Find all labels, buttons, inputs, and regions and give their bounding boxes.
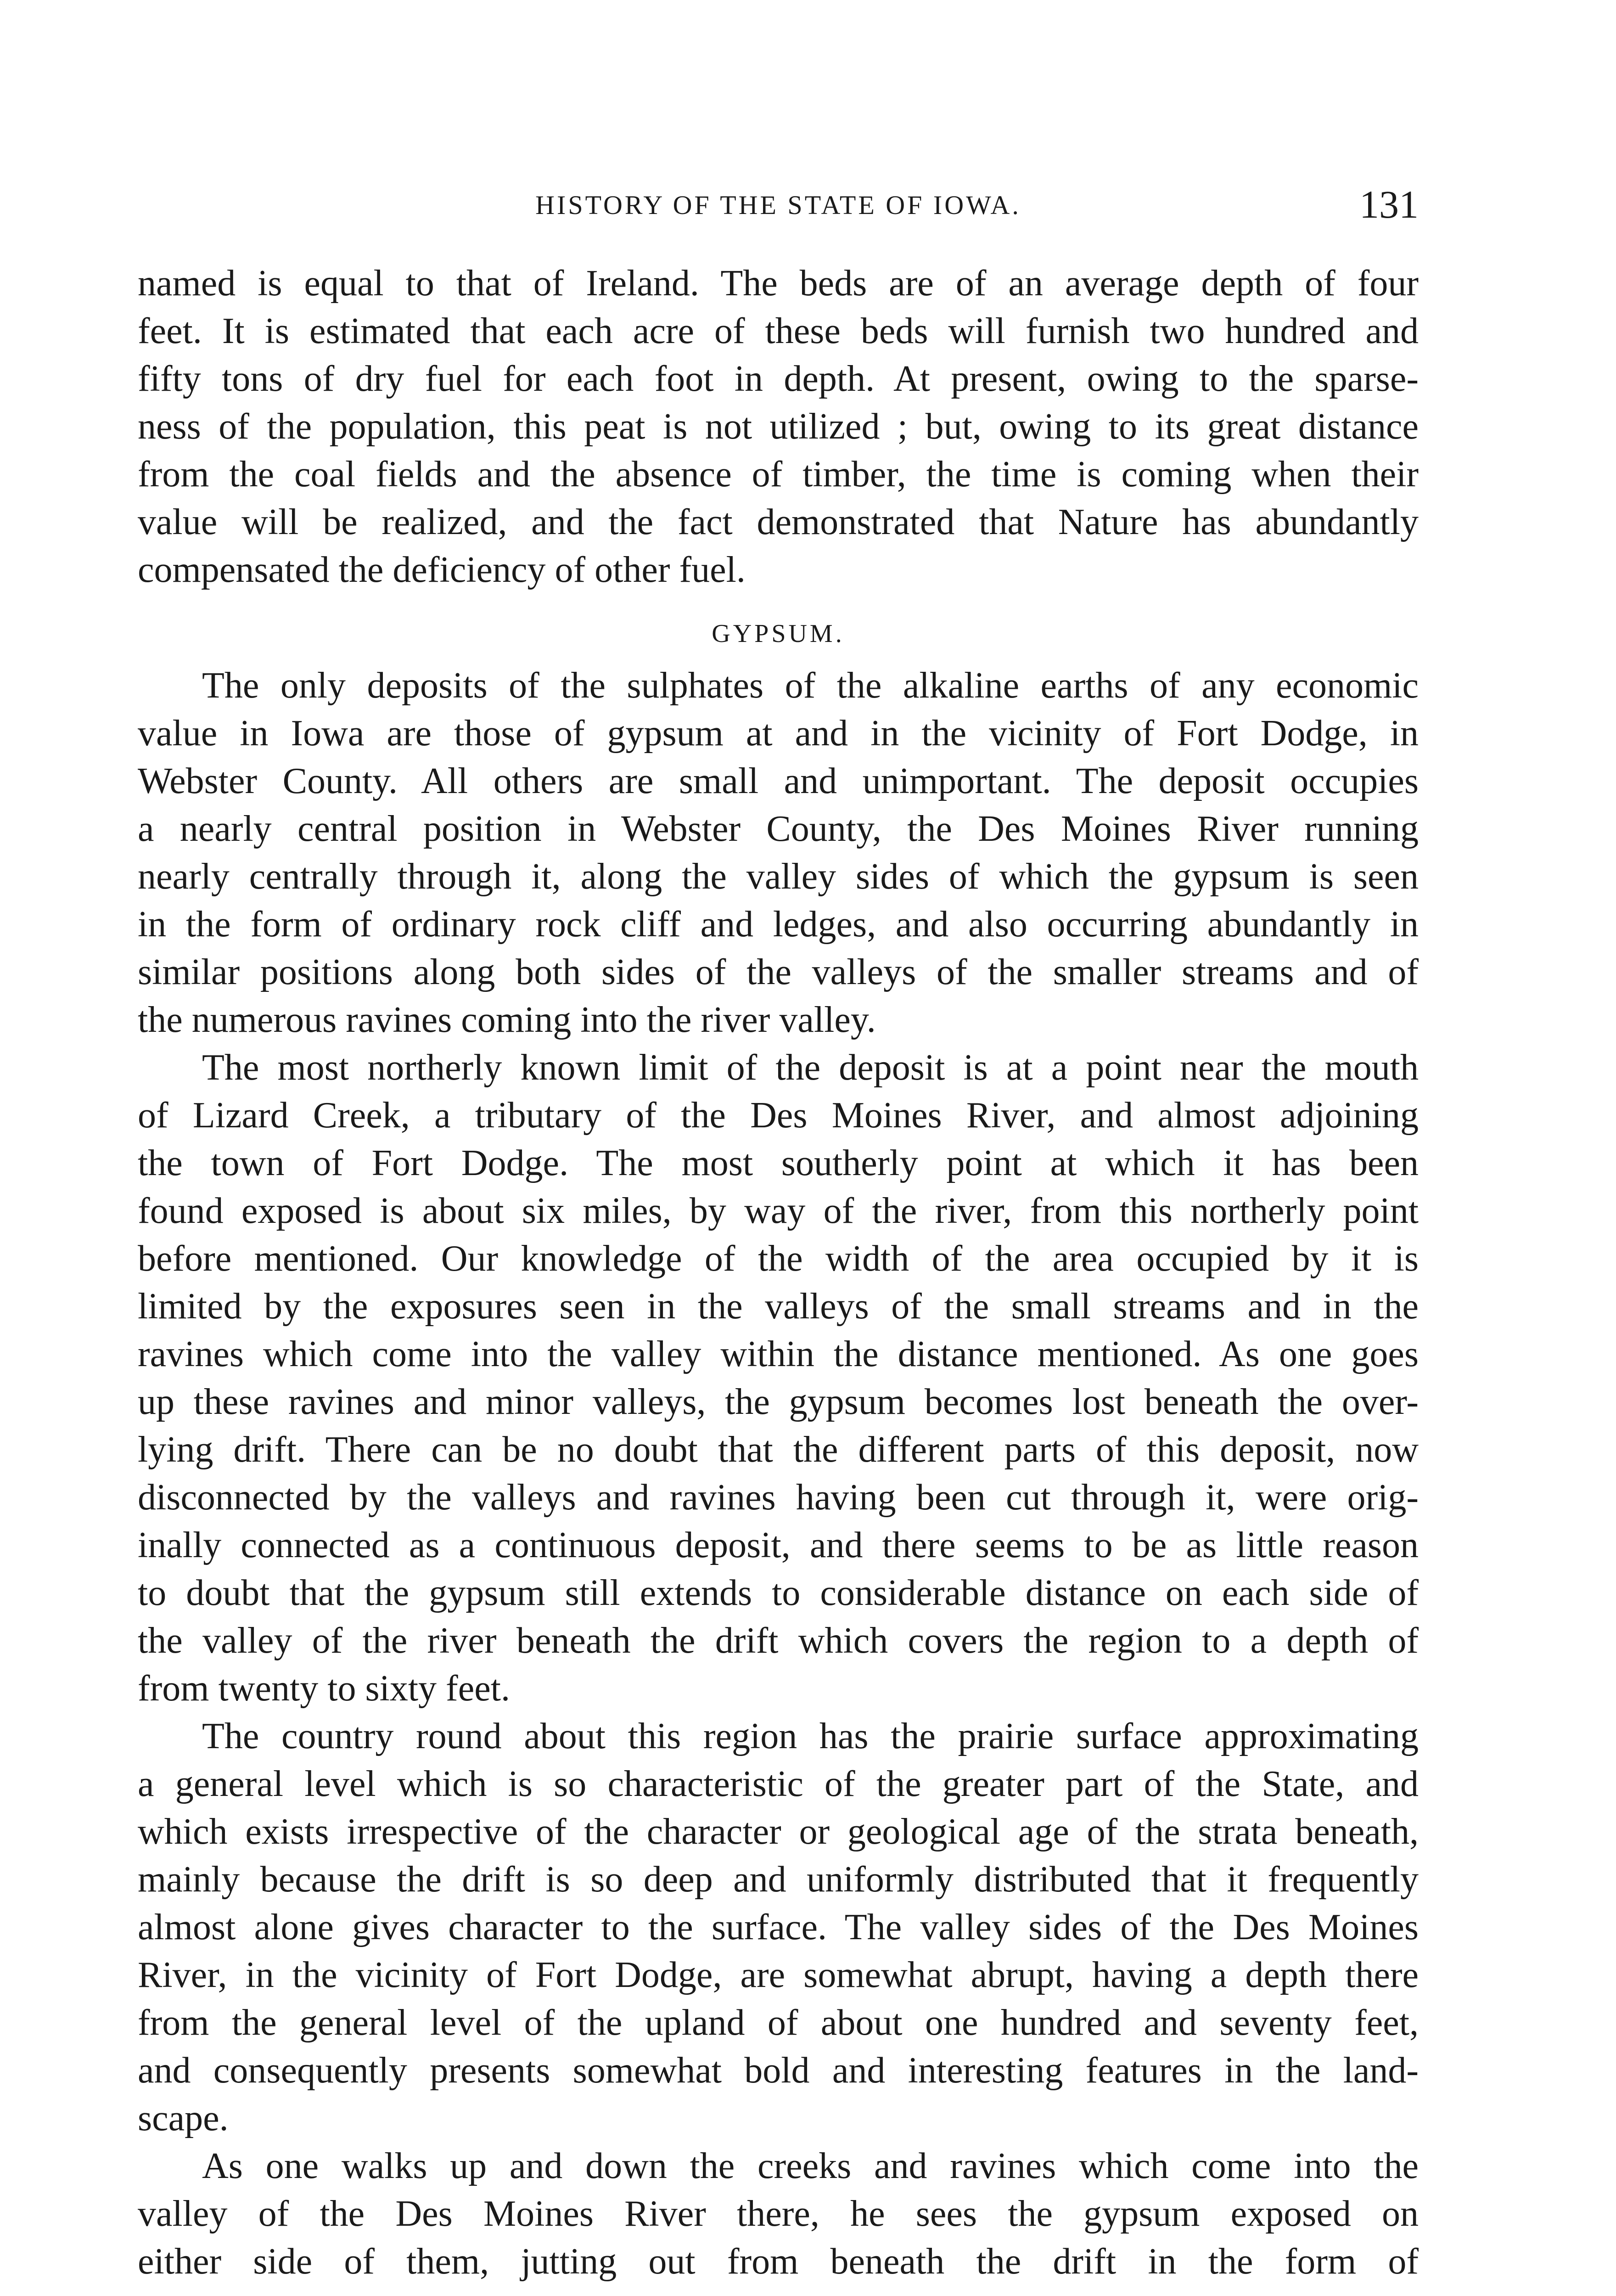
text-line: feet. It is estimated that each acre of these beds will furnish two hundred and — [138, 311, 1419, 351]
text-line: named is equal to that of Ireland. The beds are of an average depth of four — [138, 263, 1419, 304]
text-line: from the coal fields and the absence of timber, the time is coming when their — [138, 454, 1419, 495]
text-line: a general level which is so characteristic of the greater part of the State, and — [138, 1764, 1419, 1804]
text-line: the numerous ravines coming into the river valley. — [138, 1000, 876, 1040]
running-head — [138, 181, 1419, 232]
text-line: Webster County. All others are small and unimportant. The deposit occupies — [138, 761, 1419, 801]
text-line: The most northerly known limit of the deposit is at a point near the mouth — [202, 1047, 1419, 1088]
text-line: almost alone gives character to the surface. The valley sides of the Des Moines — [138, 1907, 1419, 1947]
text-line: similar positions along both sides of the valleys of the smaller streams and of — [138, 952, 1419, 992]
text-line: As one walks up and down the creeks and ravines which come into the — [202, 2146, 1419, 2186]
text-line: the valley of the river beneath the drift which covers the region to a depth of — [138, 1621, 1419, 1661]
text-line: fifty tons of dry fuel for each foot in depth. At present, owing to the sparse- — [138, 359, 1419, 399]
text-line: nearly centrally through it, along the valley sides of which the gypsum is seen — [138, 856, 1419, 897]
text-line: before mentioned. Our knowledge of the width of the area occupied by it is — [138, 1238, 1419, 1279]
text-line: limited by the exposures seen in the valleys of the small streams and in the — [138, 1286, 1419, 1327]
text-line: mainly because the drift is so deep and uniformly distributed that it frequently — [138, 1859, 1419, 1900]
text-line: either side of them, jutting out from beneath the drift in the form of — [138, 2241, 1419, 2282]
text-line: ravines which come into the valley within the distance mentioned. As one goes — [138, 1334, 1419, 1374]
text-line: lying drift. There can be no doubt that the different parts of this deposit, now — [138, 1429, 1419, 1470]
text-line: of Lizard Creek, a tributary of the Des Moines River, and almost adjoining — [138, 1095, 1419, 1136]
paragraph — [138, 1712, 1419, 2142]
text-line: River, in the vicinity of Fort Dodge, are somewhat abrupt, having a depth there — [138, 1955, 1419, 1995]
paragraph — [138, 1044, 1419, 1712]
text-line: from twenty to sixty feet. — [138, 1668, 510, 1709]
page-number: 131 — [1359, 182, 1419, 226]
text-line: inally connected as a continuous deposit, and there seems to be as little reason — [138, 1525, 1419, 1565]
text-line: and consequently presents somewhat bold and interesting features in the land- — [138, 2050, 1419, 2091]
text-line: disconnected by the valleys and ravines having been cut through it, were orig- — [138, 1477, 1419, 1518]
text-line: value will be realized, and the fact demonstrated that Nature has abundantly — [138, 502, 1419, 542]
text-line: The only deposits of the sulphates of the alkaline earths of any economic — [202, 665, 1419, 706]
paragraph — [138, 662, 1419, 1044]
paragraph — [138, 259, 1419, 594]
text-line: which exists irrespective of the character or geological age of the strata beneath, — [138, 1812, 1419, 1852]
text-line: from the general level of the upland of about one hundred and seventy feet, — [138, 2003, 1419, 2043]
text-line: scape. — [138, 2098, 229, 2138]
text-line: the town of Fort Dodge. The most southerly point at which it has been — [138, 1143, 1419, 1183]
body-text — [138, 259, 1419, 2285]
running-title: HISTORY OF THE STATE OF IOWA. — [535, 190, 1021, 220]
text-line: to doubt that the gypsum still extends to considerable distance on each side of — [138, 1573, 1419, 1613]
text-line: up these ravines and minor valleys, the gypsum becomes lost beneath the over- — [138, 1382, 1419, 1422]
text-line: valley of the Des Moines River there, he sees the gypsum exposed on — [138, 2194, 1419, 2234]
paragraph — [138, 2142, 1419, 2285]
text-line: The country round about this region has the prairie surface approximating — [202, 1716, 1419, 1756]
text-line: compensated the deficiency of other fuel. — [138, 550, 746, 590]
text-line: found exposed is about six miles, by way of the river, from this northerly point — [138, 1191, 1419, 1231]
text-line: in the form of ordinary rock cliff and ledges, and also occurring abundantly in — [138, 904, 1419, 945]
text-line: a nearly central position in Webster County, the Des Moines River running — [138, 809, 1419, 849]
text-line: value in Iowa are those of gypsum at and in the vicinity of Fort Dodge, in — [138, 713, 1419, 754]
text-line: ness of the population, this peat is not utilized ; but, owing to its great distance — [138, 406, 1419, 447]
section-heading: GYPSUM. — [712, 619, 845, 648]
